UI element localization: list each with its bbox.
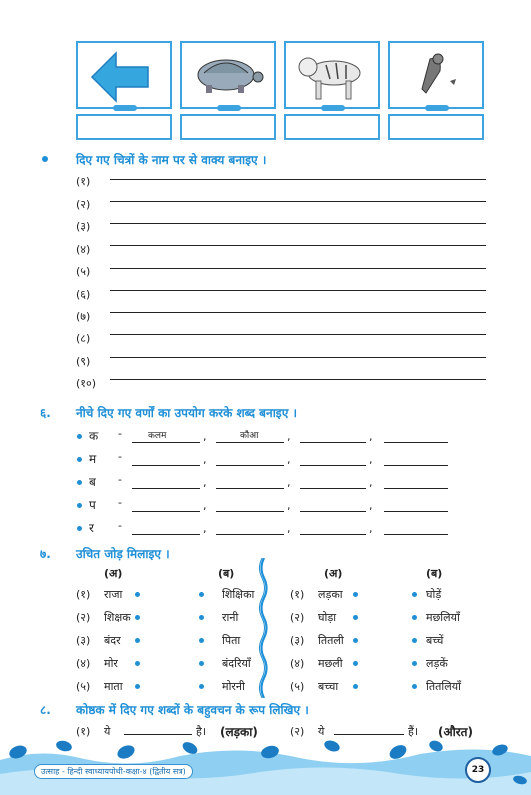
blank-line[interactable]	[216, 511, 284, 512]
comma: ,	[203, 430, 207, 443]
line-number: (६)	[76, 288, 91, 301]
column-head-a: (अ)	[324, 567, 343, 580]
sentence-verb: हैं।	[408, 725, 419, 738]
match-item-a: बंदर	[104, 634, 121, 647]
blank-line[interactable]	[300, 488, 366, 489]
leaf-icon	[323, 740, 341, 753]
match-item-a: माता	[104, 680, 123, 693]
blank-line[interactable]	[384, 511, 448, 512]
parrot-icon	[390, 43, 482, 107]
example-word: कलम	[148, 431, 167, 441]
match-dot[interactable]	[199, 684, 204, 689]
blank-line[interactable]	[300, 465, 366, 466]
section7-title: उचित जोड़ मिलाइए ।	[76, 547, 170, 561]
row-bullet	[77, 480, 82, 485]
match-item-b: लड़कें	[426, 657, 448, 670]
dash: -	[118, 496, 122, 509]
book-title-footer: उत्साह - हिन्दी स्वाध्यायपोथी-कक्षा-४ (द्वितीय सत्र)	[34, 764, 193, 779]
picture-card-tortoise	[180, 41, 276, 109]
hint-word: (औरत)	[438, 725, 473, 739]
blank-line[interactable]	[216, 488, 284, 489]
match-dot[interactable]	[353, 615, 358, 620]
sentence-start: ये	[318, 725, 325, 738]
hint-word: (लड़का)	[220, 725, 258, 739]
match-dot[interactable]	[353, 661, 358, 666]
match-dot[interactable]	[135, 661, 140, 666]
match-item-a: लड़का	[318, 588, 343, 601]
picture-card-tiger	[284, 41, 380, 109]
match-dot[interactable]	[412, 661, 417, 666]
leaf-icon	[115, 743, 136, 761]
match-item-a: घोड़ा	[318, 611, 337, 624]
comma: ,	[287, 453, 291, 466]
section6-title: नीचे दिए गए वर्णों का उपयोग करके शब्द बनाइए ।	[76, 406, 298, 420]
match-dot[interactable]	[199, 661, 204, 666]
match-item-b: रानी	[222, 611, 239, 624]
question-number: ७.	[40, 547, 51, 561]
match-dot[interactable]	[135, 615, 140, 620]
answer-box[interactable]	[388, 114, 484, 140]
pair-number: (५)	[76, 680, 91, 693]
match-dot[interactable]	[353, 684, 358, 689]
line-number: (५)	[76, 265, 91, 278]
row-bullet	[77, 526, 82, 531]
comma: ,	[203, 499, 207, 512]
match-dot[interactable]	[199, 638, 204, 643]
arrow-left-icon	[78, 43, 170, 107]
blank-line[interactable]	[132, 511, 200, 512]
pair-number: (४)	[76, 657, 91, 670]
writing-line[interactable]	[110, 268, 486, 269]
blank-line[interactable]	[384, 488, 448, 489]
writing-line[interactable]	[110, 334, 486, 335]
writing-line[interactable]	[110, 201, 486, 202]
blank-line[interactable]	[384, 465, 448, 466]
sentence-start: ये	[104, 725, 111, 738]
comma: ,	[287, 499, 291, 512]
match-item-a: बच्चा	[318, 680, 339, 693]
page-number: 23	[465, 757, 491, 783]
match-dot[interactable]	[199, 592, 204, 597]
comma: ,	[203, 476, 207, 489]
match-dot[interactable]	[412, 615, 417, 620]
pair-number: (२)	[290, 611, 305, 624]
comma: ,	[203, 522, 207, 535]
writing-line[interactable]	[110, 223, 486, 224]
dash: -	[118, 473, 122, 486]
match-item-a: शिक्षक	[104, 611, 131, 624]
letter: ब	[89, 475, 96, 489]
match-item-a: तितली	[318, 634, 344, 647]
blank-line[interactable]	[132, 465, 200, 466]
question-number: ६.	[40, 406, 51, 420]
match-item-a: राजा	[104, 588, 123, 601]
blank-line[interactable]	[384, 442, 448, 443]
match-dot[interactable]	[412, 638, 417, 643]
section1-title: दिए गए चित्रों के नाम पर से वाक्य बनाइए ।	[76, 153, 267, 167]
pair-number: (३)	[76, 634, 91, 647]
section8-title: कोष्ठक में दिए गए शब्दों के बहुवचन के रूप लिखिए ।	[76, 703, 309, 717]
column-head-b: (ब)	[218, 567, 235, 580]
wavy-divider	[258, 558, 270, 698]
blank-line[interactable]	[384, 534, 448, 535]
match-item-b: तितलियाँ	[426, 680, 461, 693]
line-number: (१०)	[76, 377, 97, 390]
picture-card-arrow	[76, 41, 172, 109]
blank-line[interactable]	[300, 511, 366, 512]
dash: -	[118, 450, 122, 463]
pair-number: (१)	[76, 588, 91, 601]
match-dot[interactable]	[353, 638, 358, 643]
line-number: (२)	[76, 198, 91, 211]
line-number: (१)	[76, 175, 91, 188]
blank-line[interactable]	[132, 534, 200, 535]
match-item-b: बंदरियाँ	[222, 657, 251, 670]
letter: क	[89, 429, 99, 443]
item-number: (२)	[290, 725, 305, 738]
writing-line[interactable]	[110, 245, 486, 246]
letter: प	[89, 498, 96, 512]
pair-number: (३)	[290, 634, 305, 647]
comma: ,	[369, 499, 373, 512]
section-bullet	[42, 156, 48, 162]
comma: ,	[203, 453, 207, 466]
match-dot[interactable]	[135, 684, 140, 689]
line-number: (३)	[76, 220, 91, 233]
comma: ,	[369, 476, 373, 489]
sentence-verb: है।	[196, 725, 207, 738]
question-number: ८.	[40, 703, 51, 717]
blank-line[interactable]	[334, 734, 404, 735]
match-item-b: मोरनी	[222, 680, 245, 693]
writing-line[interactable]	[110, 379, 486, 380]
match-item-b: घोड़ें	[426, 588, 442, 601]
blank-line[interactable]	[300, 442, 366, 443]
match-item-b: शिक्षिका	[222, 588, 255, 601]
writing-line[interactable]	[110, 290, 486, 291]
line-number: (७)	[76, 310, 91, 323]
leaf-icon	[55, 740, 73, 753]
comma: ,	[287, 430, 291, 443]
writing-line[interactable]	[110, 357, 486, 358]
row-bullet	[77, 457, 82, 462]
match-item-a: मोर	[104, 657, 118, 670]
dash: -	[118, 519, 122, 532]
writing-line[interactable]	[110, 179, 486, 180]
comma: ,	[369, 453, 373, 466]
column-head-a: (अ)	[104, 567, 123, 580]
answer-box[interactable]	[76, 114, 172, 140]
item-number: (१)	[76, 725, 91, 738]
match-dot[interactable]	[353, 592, 358, 597]
letter: म	[89, 452, 97, 466]
line-number: (९)	[76, 355, 91, 368]
blank-line[interactable]	[300, 534, 366, 535]
match-dot[interactable]	[412, 592, 417, 597]
comma: ,	[369, 522, 373, 535]
match-dot[interactable]	[135, 592, 140, 597]
pair-number: (५)	[290, 680, 305, 693]
pair-number: (२)	[76, 611, 91, 624]
column-head-b: (ब)	[426, 567, 443, 580]
tiger-icon	[286, 43, 378, 107]
match-dot[interactable]	[135, 638, 140, 643]
match-item-b: पिता	[222, 634, 241, 647]
comma: ,	[369, 430, 373, 443]
pair-number: (१)	[290, 588, 305, 601]
match-dot[interactable]	[412, 684, 417, 689]
match-item-a: मछली	[318, 657, 343, 670]
answer-box[interactable]	[180, 114, 276, 140]
match-item-b: मछलियाँ	[426, 611, 460, 624]
blank-line[interactable]	[124, 734, 192, 735]
comma: ,	[287, 476, 291, 489]
row-bullet	[77, 434, 82, 439]
letter: र	[89, 521, 94, 535]
match-item-b: बच्चें	[426, 634, 444, 647]
writing-line[interactable]	[110, 312, 486, 313]
line-number: (८)	[76, 332, 91, 345]
line-number: (४)	[76, 243, 91, 256]
dash: -	[118, 427, 122, 440]
row-bullet	[77, 503, 82, 508]
match-dot[interactable]	[199, 615, 204, 620]
tortoise-icon	[182, 43, 274, 107]
blank-line[interactable]	[132, 488, 200, 489]
picture-card-parrot	[388, 41, 484, 109]
comma: ,	[287, 522, 291, 535]
blank-line[interactable]	[216, 465, 284, 466]
blank-line[interactable]	[216, 534, 284, 535]
answer-box[interactable]	[284, 114, 380, 140]
blank-line[interactable]	[216, 442, 284, 443]
blank-line[interactable]	[132, 442, 200, 443]
pair-number: (४)	[290, 657, 305, 670]
example-word: कौआ	[240, 431, 259, 441]
